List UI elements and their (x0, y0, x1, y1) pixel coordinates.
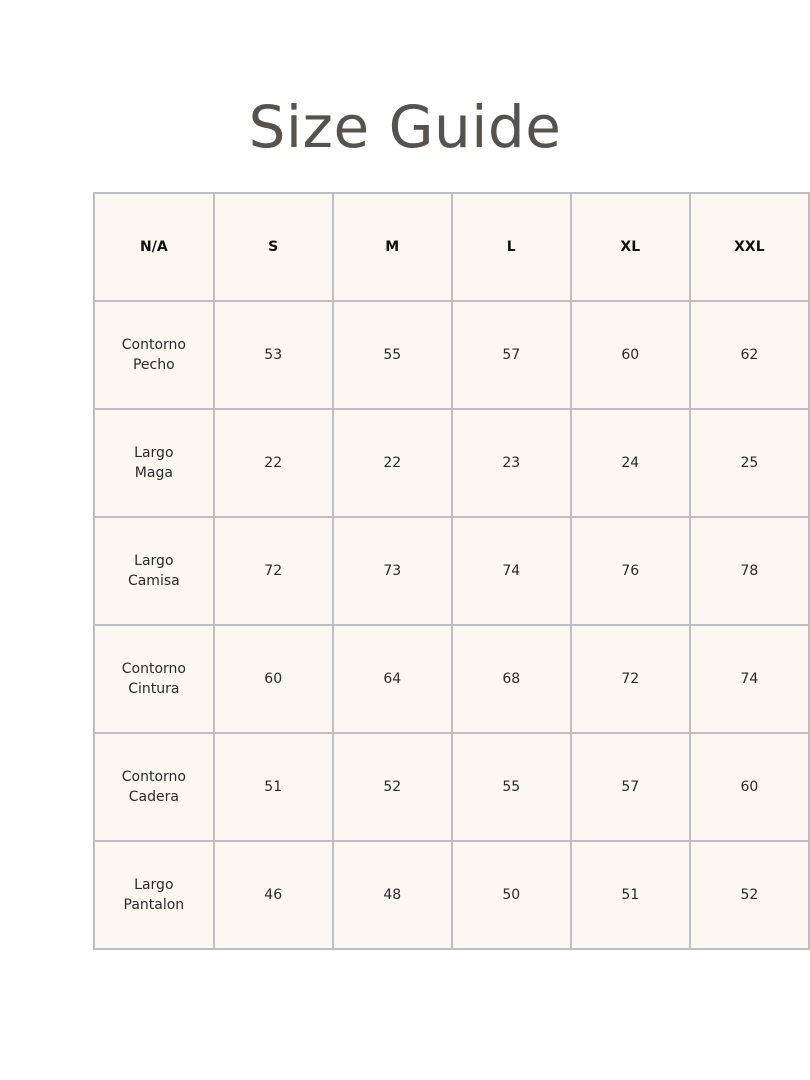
row-label: Largo Maga (134, 445, 174, 481)
measurement-cell: 51 (571, 841, 690, 949)
measurement-cell: 55 (452, 733, 571, 841)
measurement-cell: 78 (690, 517, 809, 625)
header-cell-size-s: S (214, 193, 333, 301)
measurement-cell: 73 (333, 517, 452, 625)
row-label: Largo Camisa (127, 553, 180, 589)
table-row (94, 409, 809, 517)
row-label-cell (94, 625, 214, 733)
measurement-cell: 23 (452, 409, 571, 517)
row-label: Contorno Pecho (121, 337, 186, 373)
header-cell-label-column: N/A (94, 193, 214, 301)
measurement-cell: 57 (452, 301, 571, 409)
measurement-cell: 22 (333, 409, 452, 517)
measurement-cell: 72 (214, 517, 333, 625)
measurement-cell: 53 (214, 301, 333, 409)
measurement-cell: 51 (214, 733, 333, 841)
row-label-cell (94, 409, 214, 517)
table-header-row (94, 193, 809, 301)
table-row (94, 517, 809, 625)
measurement-cell: 64 (333, 625, 452, 733)
table-row (94, 733, 809, 841)
measurement-cell: 48 (333, 841, 452, 949)
measurement-cell: 74 (690, 625, 809, 733)
row-label-cell (94, 841, 214, 949)
measurement-cell: 62 (690, 301, 809, 409)
measurement-cell: 55 (333, 301, 452, 409)
header-cell-size-xxl: XXL (690, 193, 809, 301)
measurement-cell: 52 (690, 841, 809, 949)
row-label: Largo Pantalon (123, 877, 185, 913)
measurement-cell: 50 (452, 841, 571, 949)
measurement-cell: 60 (690, 733, 809, 841)
row-label-cell (94, 517, 214, 625)
header-cell-size-xl: XL (571, 193, 690, 301)
size-guide-table (93, 192, 810, 950)
measurement-cell: 76 (571, 517, 690, 625)
table-row (94, 841, 809, 949)
row-label: Contorno Cadera (121, 769, 186, 805)
row-label: Contorno Cintura (121, 661, 186, 697)
measurement-cell: 60 (571, 301, 690, 409)
measurement-cell: 68 (452, 625, 571, 733)
measurement-cell: 46 (214, 841, 333, 949)
page-title: Size Guide (248, 93, 562, 161)
header-cell-size-l: L (452, 193, 571, 301)
measurement-cell: 22 (214, 409, 333, 517)
table-row (94, 301, 809, 409)
row-label-cell (94, 301, 214, 409)
measurement-cell: 74 (452, 517, 571, 625)
measurement-cell: 57 (571, 733, 690, 841)
table-row (94, 625, 809, 733)
measurement-cell: 60 (214, 625, 333, 733)
measurement-cell: 52 (333, 733, 452, 841)
header-cell-size-m: M (333, 193, 452, 301)
measurement-cell: 24 (571, 409, 690, 517)
measurement-cell: 25 (690, 409, 809, 517)
row-label-cell (94, 733, 214, 841)
measurement-cell: 72 (571, 625, 690, 733)
